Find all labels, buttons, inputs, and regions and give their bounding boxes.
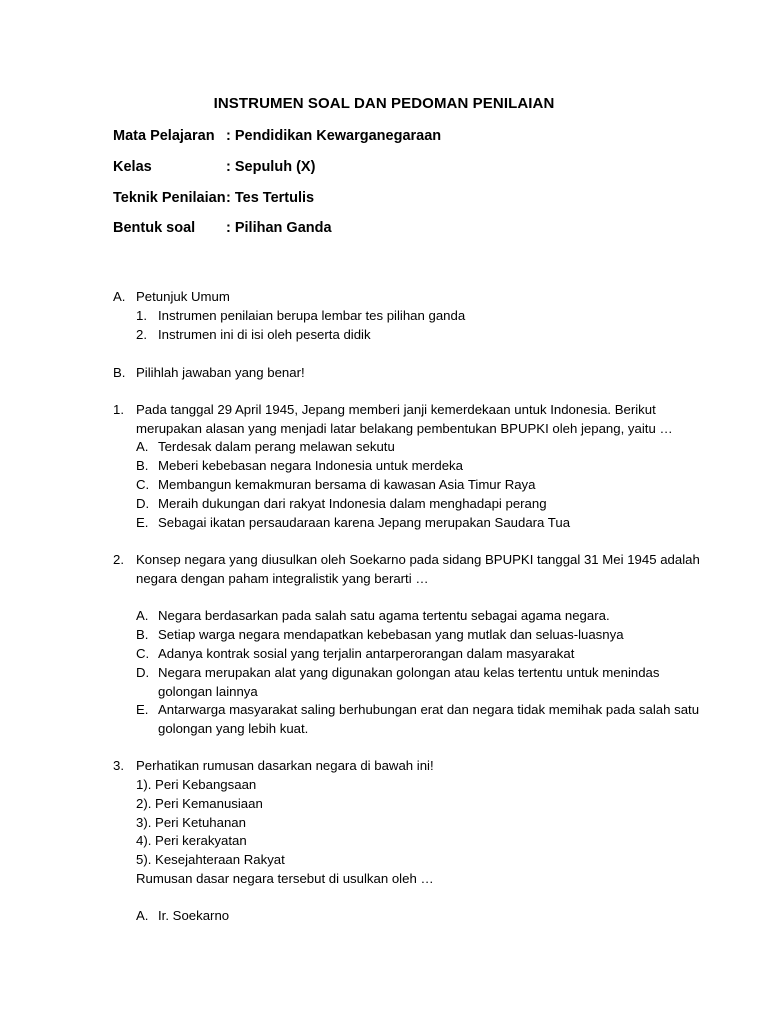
section-marker: A. bbox=[113, 289, 126, 304]
question-number: 1. bbox=[113, 402, 124, 417]
meta-value: : Pendidikan Kewarganegaraan bbox=[226, 128, 442, 144]
option-marker: D. bbox=[136, 665, 150, 680]
option-marker: C. bbox=[136, 477, 150, 492]
page-title: INSTRUMEN SOAL DAN PEDOMAN PENILAIAN bbox=[213, 95, 555, 112]
section-title: Petunjuk Umum bbox=[136, 289, 230, 304]
question-text: Perhatikan rumusan dasarkan negara di bawah ini! bbox=[136, 758, 434, 773]
option-text: Negara berdasarkan pada salah satu agama tertentu sebagai agama negara. bbox=[158, 608, 610, 623]
option-text: Adanya kontrak sosial yang terjalin antarperorangan dalam masyarakat bbox=[158, 646, 575, 661]
list-marker: 2. bbox=[136, 327, 147, 342]
section-marker: B. bbox=[113, 365, 126, 380]
option-marker: A. bbox=[136, 439, 149, 454]
list-marker: 1. bbox=[136, 308, 147, 323]
option-marker: C. bbox=[136, 646, 150, 661]
question-text: 4). Peri kerakyatan bbox=[136, 833, 247, 848]
meta-key: Kelas bbox=[113, 159, 152, 175]
question-text: 3). Peri Ketuhanan bbox=[136, 815, 246, 830]
option-text: golongan lainnya bbox=[158, 684, 258, 699]
meta-value: : Tes Tertulis bbox=[226, 190, 315, 206]
option-text: Antarwarga masyarakat saling berhubungan erat dan negara tidak memihak pada salah satu bbox=[158, 702, 700, 717]
question-text: Rumusan dasar negara tersebut di usulkan oleh … bbox=[136, 871, 434, 886]
option-text: golongan yang lebih kuat. bbox=[158, 721, 309, 736]
question-text: negara dengan paham integralistik yang berarti … bbox=[136, 571, 429, 586]
option-text: Meraih dukungan dari rakyat Indonesia dalam menghadapi perang bbox=[158, 496, 547, 511]
question-number: 3. bbox=[113, 758, 124, 773]
option-marker: D. bbox=[136, 496, 150, 511]
option-marker: B. bbox=[136, 458, 149, 473]
meta-key: Bentuk soal bbox=[113, 220, 196, 236]
option-text: Membangun kemakmuran bersama di kawasan Asia Timur Raya bbox=[158, 477, 536, 492]
option-marker: E. bbox=[136, 515, 149, 530]
question-number: 2. bbox=[113, 552, 124, 567]
list-item: Instrumen ini di isi oleh peserta didik bbox=[158, 327, 371, 342]
option-marker: E. bbox=[136, 702, 149, 717]
meta-value: : Sepuluh (X) bbox=[226, 159, 316, 175]
question-text: merupakan alasan yang menjadi latar belakang pembentukan BPUPKI oleh jepang, yaitu … bbox=[136, 421, 673, 436]
instruction-text: Pilihlah jawaban yang benar! bbox=[136, 365, 305, 380]
option-text: Ir. Soekarno bbox=[158, 908, 230, 923]
option-text: Setiap warga negara mendapatkan kebebasan yang mutlak dan seluas-luasnya bbox=[158, 627, 624, 642]
option-text: Negara merupakan alat yang digunakan golongan atau kelas tertentu untuk menindas bbox=[158, 665, 660, 680]
option-text: Meberi kebebasan negara Indonesia untuk merdeka bbox=[158, 458, 463, 473]
meta-key: Teknik Penilaian bbox=[113, 190, 226, 206]
question-text: 5). Kesejahteraan Rakyat bbox=[136, 852, 285, 867]
question-text: 1). Peri Kebangsaan bbox=[136, 777, 257, 792]
question-text: 2). Peri Kemanusiaan bbox=[136, 796, 263, 811]
meta-value: : Pilihan Ganda bbox=[226, 220, 332, 236]
option-marker: B. bbox=[136, 627, 149, 642]
list-item: Instrumen penilaian berupa lembar tes pilihan ganda bbox=[158, 308, 466, 323]
option-text: Sebagai ikatan persaudaraan karena Jepang merupakan Saudara Tua bbox=[158, 515, 571, 530]
question-text: Konsep negara yang diusulkan oleh Soekarno pada sidang BPUPKI tanggal 31 Mei 1945 adalah bbox=[136, 552, 700, 567]
option-marker: A. bbox=[136, 908, 149, 923]
option-marker: A. bbox=[136, 608, 149, 623]
meta-key: Mata Pelajaran bbox=[113, 128, 215, 144]
question-text: Pada tanggal 29 April 1945, Jepang memberi janji kemerdekaan untuk Indonesia. Berikut bbox=[136, 402, 656, 417]
option-text: Terdesak dalam perang melawan sekutu bbox=[158, 439, 395, 454]
